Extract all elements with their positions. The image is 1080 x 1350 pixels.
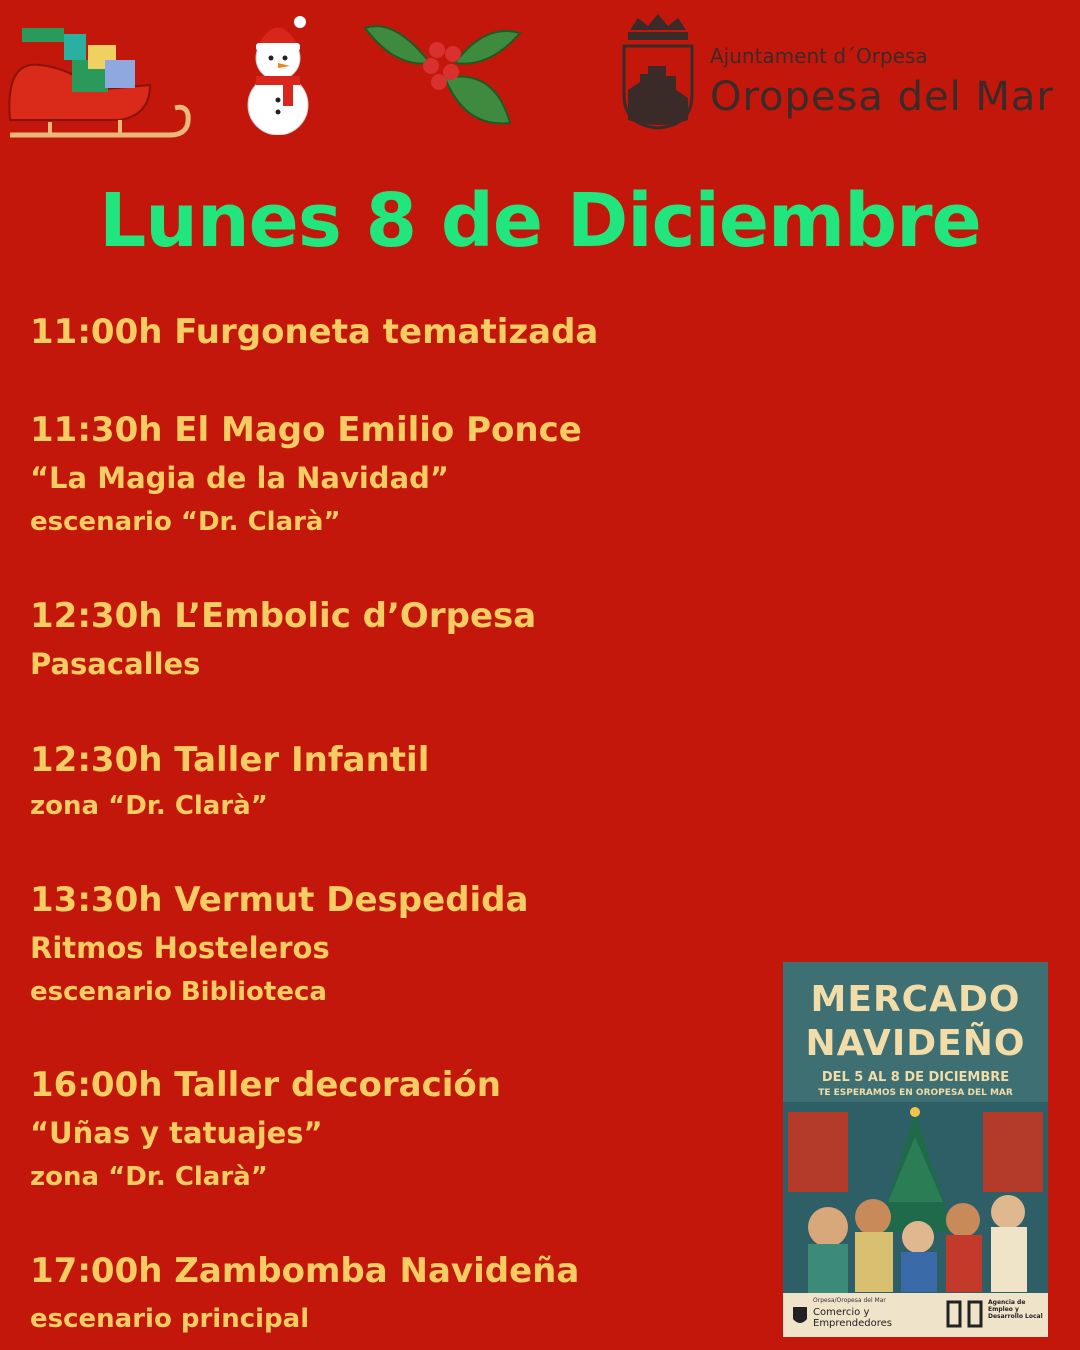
poster-tagline: TE ESPERAMOS EN OROPESA DEL MAR xyxy=(818,1088,1013,1098)
page-title: Lunes 8 de Diciembre xyxy=(99,178,981,264)
event-headline: 17:00h Zambomba Navideña xyxy=(30,1251,580,1291)
sleigh-icon xyxy=(0,20,195,145)
event-subtitle: “La Magia de la Navidad” xyxy=(30,461,449,495)
logo-subtitle: Ajuntament d´Orpesa xyxy=(710,44,928,68)
event-item xyxy=(30,1065,501,1197)
ayuntamiento-logo xyxy=(618,10,1080,135)
event-item xyxy=(30,740,429,826)
logo-name: Oropesa del Mar xyxy=(710,74,1054,120)
poster-footer-small: Orpesa/Oropesa del Mar xyxy=(813,1297,886,1304)
mercado-poster xyxy=(783,962,1048,1337)
event-headline: 11:00h Furgoneta tematizada xyxy=(30,312,599,352)
event-item xyxy=(30,312,598,352)
event-subtitle: Pasacalles xyxy=(30,647,201,681)
poster-footer-agency: Agencia de Empleo y Desarrollo Local xyxy=(988,1299,1043,1320)
snowman-icon xyxy=(228,10,328,135)
event-item xyxy=(30,880,528,1012)
poster-footer-dept: Comercio y Emprendedores xyxy=(813,1307,893,1329)
event-headline: 16:00h Taller decoración xyxy=(30,1065,501,1105)
poster-title-line1: MERCADO xyxy=(810,979,1021,1020)
event-location: zona “Dr. Clarà” xyxy=(30,791,268,821)
event-item xyxy=(30,1251,579,1339)
event-subtitle: Ritmos Hosteleros xyxy=(30,931,330,965)
holly-icon xyxy=(355,8,530,133)
poster-title-line2: NAVIDEÑO xyxy=(805,1023,1026,1064)
event-headline: 11:30h El Mago Emilio Ponce xyxy=(30,410,582,450)
event-headline: 13:30h Vermut Despedida xyxy=(30,880,529,920)
event-location: escenario Biblioteca xyxy=(30,977,327,1007)
event-headline: 12:30h Taller Infantil xyxy=(30,740,430,780)
event-location: escenario “Dr. Clarà” xyxy=(30,507,341,537)
coat-of-arms-icon xyxy=(791,1301,809,1327)
event-item xyxy=(30,596,536,684)
event-headline: 12:30h L’Embolic d’Orpesa xyxy=(30,596,537,636)
poster-dates: DEL 5 AL 8 DE DICIEMBRE xyxy=(821,1070,1010,1085)
poster-title xyxy=(783,978,1048,1066)
event-item xyxy=(30,410,582,542)
agency-logo-icon xyxy=(945,1299,985,1329)
event-location: escenario principal xyxy=(30,1304,310,1334)
coat-of-arms-icon xyxy=(618,10,698,135)
event-subtitle: “Uñas y tatuajes” xyxy=(30,1116,323,1150)
poster-footer xyxy=(783,1293,1048,1337)
event-location: zona “Dr. Clarà” xyxy=(30,1162,268,1192)
